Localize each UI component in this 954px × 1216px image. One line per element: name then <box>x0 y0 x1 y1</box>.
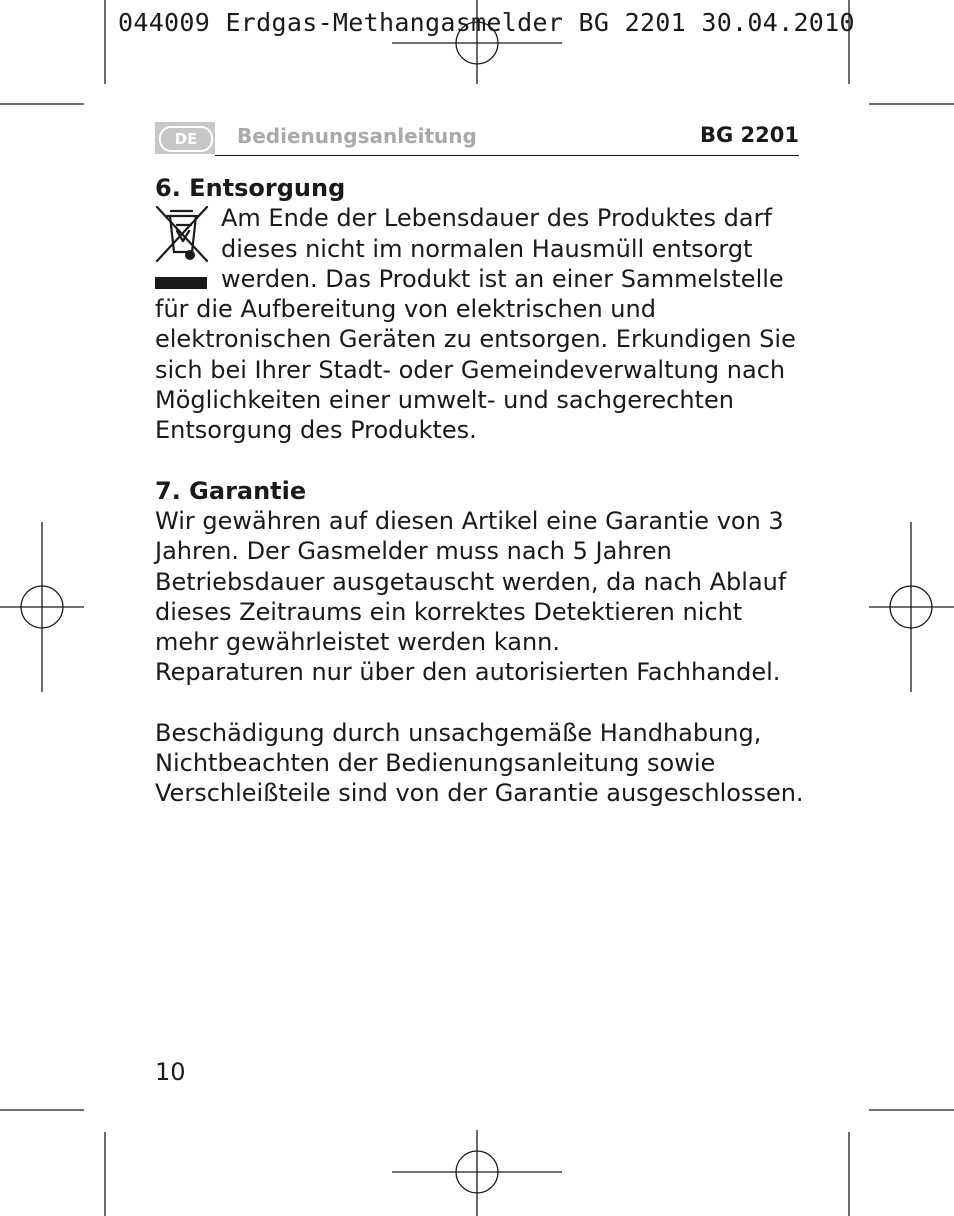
page-header <box>155 118 799 156</box>
print-slug: 044009 Erdgas-Methangasmelder BG 2201 30.04.2010 <box>118 8 855 37</box>
section-heading-warranty: 7. Garantie <box>155 476 307 505</box>
disposal-text: Am Ende der Lebensdauer des Produktes darf dieses nicht im normalen Hausmüll entsorgt werden. Das Produkt ist an einer Sammelstelle für die Aufbereitung von elektrischen und elektronischen Geräten zu entsorgen. Erkundigen Sie sich bei Ihrer Stadt- oder Gemeindeverwaltung nach Möglichkeiten einer umwelt- und sachgerechten Entsorgung des Produktes. <box>155 204 796 445</box>
weee-bar <box>155 277 207 289</box>
section-disposal <box>155 173 805 446</box>
model-number: BG 2201 <box>699 123 799 147</box>
header-rule <box>215 155 799 156</box>
page-content <box>155 173 805 809</box>
warranty-repair-note: Reparaturen nur über den autorisierten Fachhandel. <box>155 658 781 687</box>
weee-symbol <box>155 203 221 293</box>
language-code: DE <box>159 126 213 152</box>
page-number: 10 <box>155 1058 186 1086</box>
crossed-out-wheelie-bin-icon <box>155 205 211 267</box>
section-heading-disposal: 6. Entsorgung <box>155 174 346 202</box>
section-warranty <box>155 476 805 809</box>
manual-title: Bedienungsanleitung <box>237 124 477 148</box>
language-badge <box>155 122 215 154</box>
warranty-exclusions: Beschädigung durch unsachgemäße Handhabung, Nichtbeachten der Bedienungsanleitung sowie Verschleißteile sind von der Garantie ausgeschlossen. <box>155 718 804 808</box>
warranty-paragraph: Wir gewähren auf diesen Artikel eine Garantie von 3 Jahren. Der Gasmelder muss nach 5 Jahren Betriebsdauer ausgetauscht werden, da nach Ablauf dieses Zeitraums ein korrektes Detektieren nicht mehr gewährleistet werden kann. <box>155 506 787 657</box>
